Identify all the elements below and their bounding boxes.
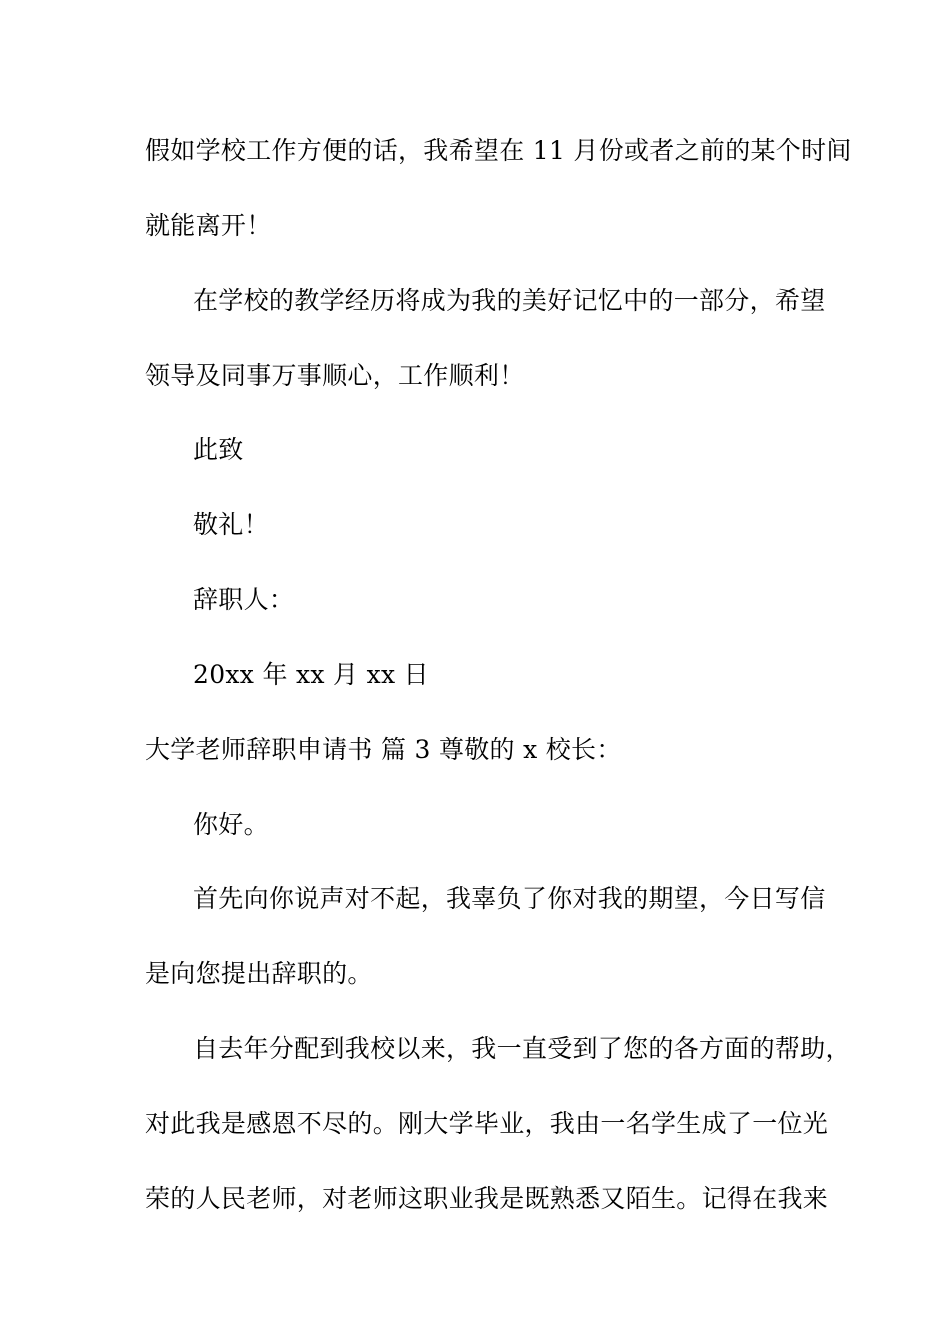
paragraph-line: 首先向你说声对不起，我辜负了你对我的期望，今日写信 (193, 884, 826, 913)
paragraph-line: 对此我是感恩不尽的。刚大学毕业，我由一名学生成了一位光 (145, 1109, 829, 1138)
paragraph-line: 在学校的教学经历将成为我的美好记忆中的一部分，希望 (193, 286, 826, 315)
paragraph-line: 领导及同事万事顺心，工作顺利！ (145, 361, 525, 390)
paragraph-line: 假如学校工作方便的话，我希望在 11 月份或者之前的某个时间 (145, 136, 852, 165)
paragraph-line: 是向您提出辞职的。 (145, 959, 373, 988)
paragraph-line: 自去年分配到我校以来，我一直受到了您的各方面的帮助， (193, 1034, 851, 1063)
signature-label: 辞职人： (193, 585, 295, 614)
section-heading: 大学老师辞职申请书 篇 3 尊敬的 x 校长： (145, 735, 622, 764)
paragraph-line: 荣的人民老师，对老师这职业我是既熟悉又陌生。记得在我来 (145, 1184, 829, 1213)
closing-regards: 敬礼！ (193, 510, 269, 539)
paragraph-line: 就能离开！ (145, 211, 272, 240)
greeting-line: 你好。 (193, 810, 269, 839)
closing-salutation: 此致 (193, 435, 244, 464)
date-line: 20xx 年 xx 月 xx 日 (193, 660, 429, 689)
